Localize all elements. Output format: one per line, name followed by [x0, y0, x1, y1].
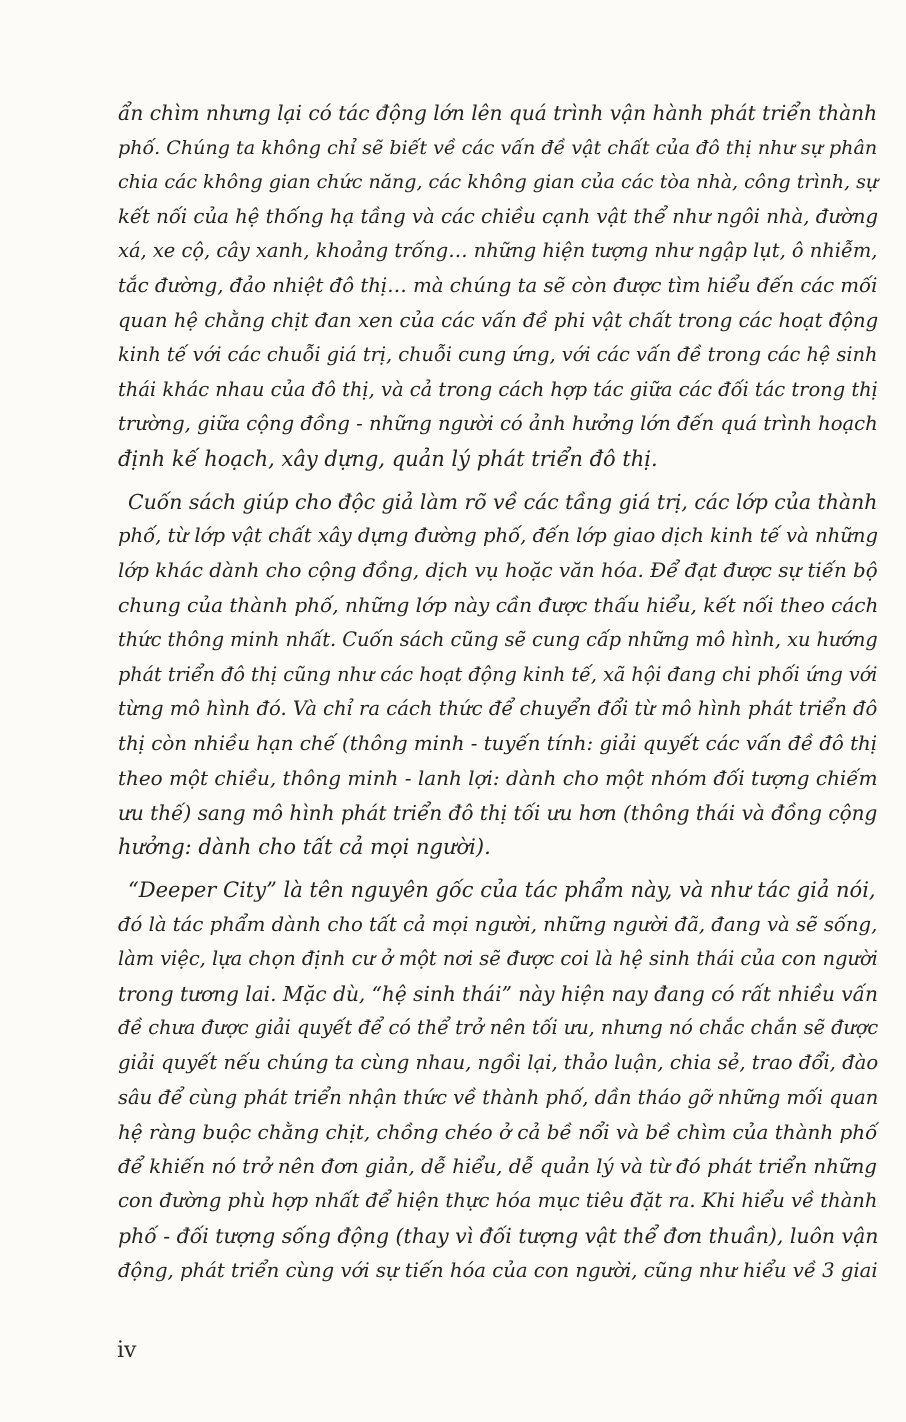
- text-line: thái khác nhau của đô thị, và cả trong cách hợp tác giữa các đối tác trong thị: [118, 377, 878, 401]
- text-line: trong tương lai. Mặc dù, “hệ sinh thái” này hiện nay đang có rất nhiều vấn: [118, 981, 878, 1006]
- text-line: giải quyết nếu chúng ta cùng nhau, ngồi lại, thảo luận, chia sẻ, trao đổi, đào: [118, 1051, 879, 1075]
- text-line: hưởng: dành cho tất cả mọi người).: [118, 835, 491, 860]
- text-line: lớp khác dành cho cộng đồng, dịch vụ hoặc văn hóa. Để đạt được sự tiến bộ: [118, 558, 878, 582]
- text-line: đề chưa được giải quyết để có thể trở nên tối ưu, nhưng nó chắc chắn sẽ được: [118, 1016, 879, 1040]
- text-line: xá, xe cộ, cây xanh, khoảng trống… những hiện tượng như ngập lụt, ô nhiễm,: [118, 239, 878, 263]
- text-line: chung của thành phố, những lớp này cần được thấu hiểu, kết nối theo cách: [118, 593, 879, 618]
- text-line: trường, giữa cộng đồng - những người có ảnh hưởng lớn đến quá trình hoạch: [118, 412, 878, 436]
- text-line: thị còn nhiều hạn chế (thông minh - tuyến tính: giải quyết các vấn đề đô thị: [118, 731, 878, 755]
- text-line: ưu thế) sang mô hình phát triển đô thị tối ưu hơn (thông thái và đồng cộng: [118, 800, 878, 825]
- page-number: iv: [117, 1338, 137, 1363]
- text-line: tắc đường, đảo nhiệt đô thị… mà chúng ta sẽ còn được tìm hiểu đến các mối: [118, 273, 878, 297]
- text-line: động, phát triển cùng với sự tiến hóa của con người, cũng như hiểu về 3 giai: [118, 1258, 878, 1282]
- text-line: con đường phù hợp nhất để hiện thực hóa mục tiêu đặt ra. Khi hiểu về thành: [118, 1189, 878, 1213]
- text-line: hệ ràng buộc chằng chịt, chồng chéo ở cả bề nổi và bề chìm của thành phố: [118, 1120, 878, 1145]
- text-line: đó là tác phẩm dành cho tất cả mọi người, những người đã, đang và sẽ sống,: [118, 912, 878, 936]
- text-line: từng mô hình đó. Và chỉ ra cách thức để chuyển đổi từ mô hình phát triển đô: [118, 697, 878, 721]
- text-line: làm việc, lựa chọn định cư ở một nơi sẽ được coi là hệ sinh thái của con người: [118, 947, 878, 971]
- text-line: phố. Chúng ta không chỉ sẽ biết về các vấn đề vật chất của đô thị như sự phân: [118, 135, 878, 159]
- text-line: chia các không gian chức năng, các không gian của các tòa nhà, công trình, sự: [118, 171, 879, 194]
- text-line: “Deeper City” là tên nguyên gốc của tác phẩm này, và như tác giả nói,: [128, 878, 876, 903]
- text-line: sâu để cùng phát triển nhận thức về thành phố, dần tháo gỡ những mối quan: [118, 1085, 879, 1109]
- text-line: theo một chiều, thông minh - lanh lợi: dành cho một nhóm đối tượng chiếm: [118, 766, 878, 791]
- body-text: [118, 96, 878, 1288]
- text-line: để khiến nó trở nên đơn giản, dễ hiểu, dễ quản lý và từ đó phát triển những: [118, 1154, 877, 1178]
- paragraph-gap: [118, 477, 878, 485]
- text-line: định kế hoạch, xây dựng, quản lý phát triển đô thị.: [118, 446, 658, 471]
- text-line: thức thông minh nhất. Cuốn sách cũng sẽ cung cấp những mô hình, xu hướng: [118, 627, 878, 651]
- text-line: phố, từ lớp vật chất xây dựng đường phố, đến lớp giao dịch kinh tế và những: [118, 524, 879, 548]
- text-line: quan hệ chằng chịt đan xen của các vấn đề phi vật chất trong các hoạt động: [118, 308, 879, 332]
- paragraph-gap: [118, 865, 878, 873]
- text-line: phát triển đô thị cũng như các hoạt động kinh tế, xã hội đang chi phối ứng với: [118, 662, 878, 686]
- text-line: Cuốn sách giúp cho độc giả làm rõ về các tầng giá trị, các lớp của thành: [128, 489, 878, 514]
- paragraph: [118, 96, 878, 477]
- paragraph: [118, 485, 878, 866]
- text-line: kinh tế với các chuỗi giá trị, chuỗi cung ứng, với các vấn đề trong các hệ sinh: [118, 343, 878, 367]
- text-line: kết nối của hệ thống hạ tầng và các chiều cạnh vật thể như ngôi nhà, đường: [118, 204, 879, 228]
- paragraph: [118, 873, 878, 1288]
- text-line: ẩn chìm nhưng lại có tác động lớn lên quá trình vận hành phát triển thành: [118, 101, 878, 125]
- text-line: phố - đối tượng sống động (thay vì đối tượng vật thể đơn thuần), luôn vận: [118, 1224, 879, 1248]
